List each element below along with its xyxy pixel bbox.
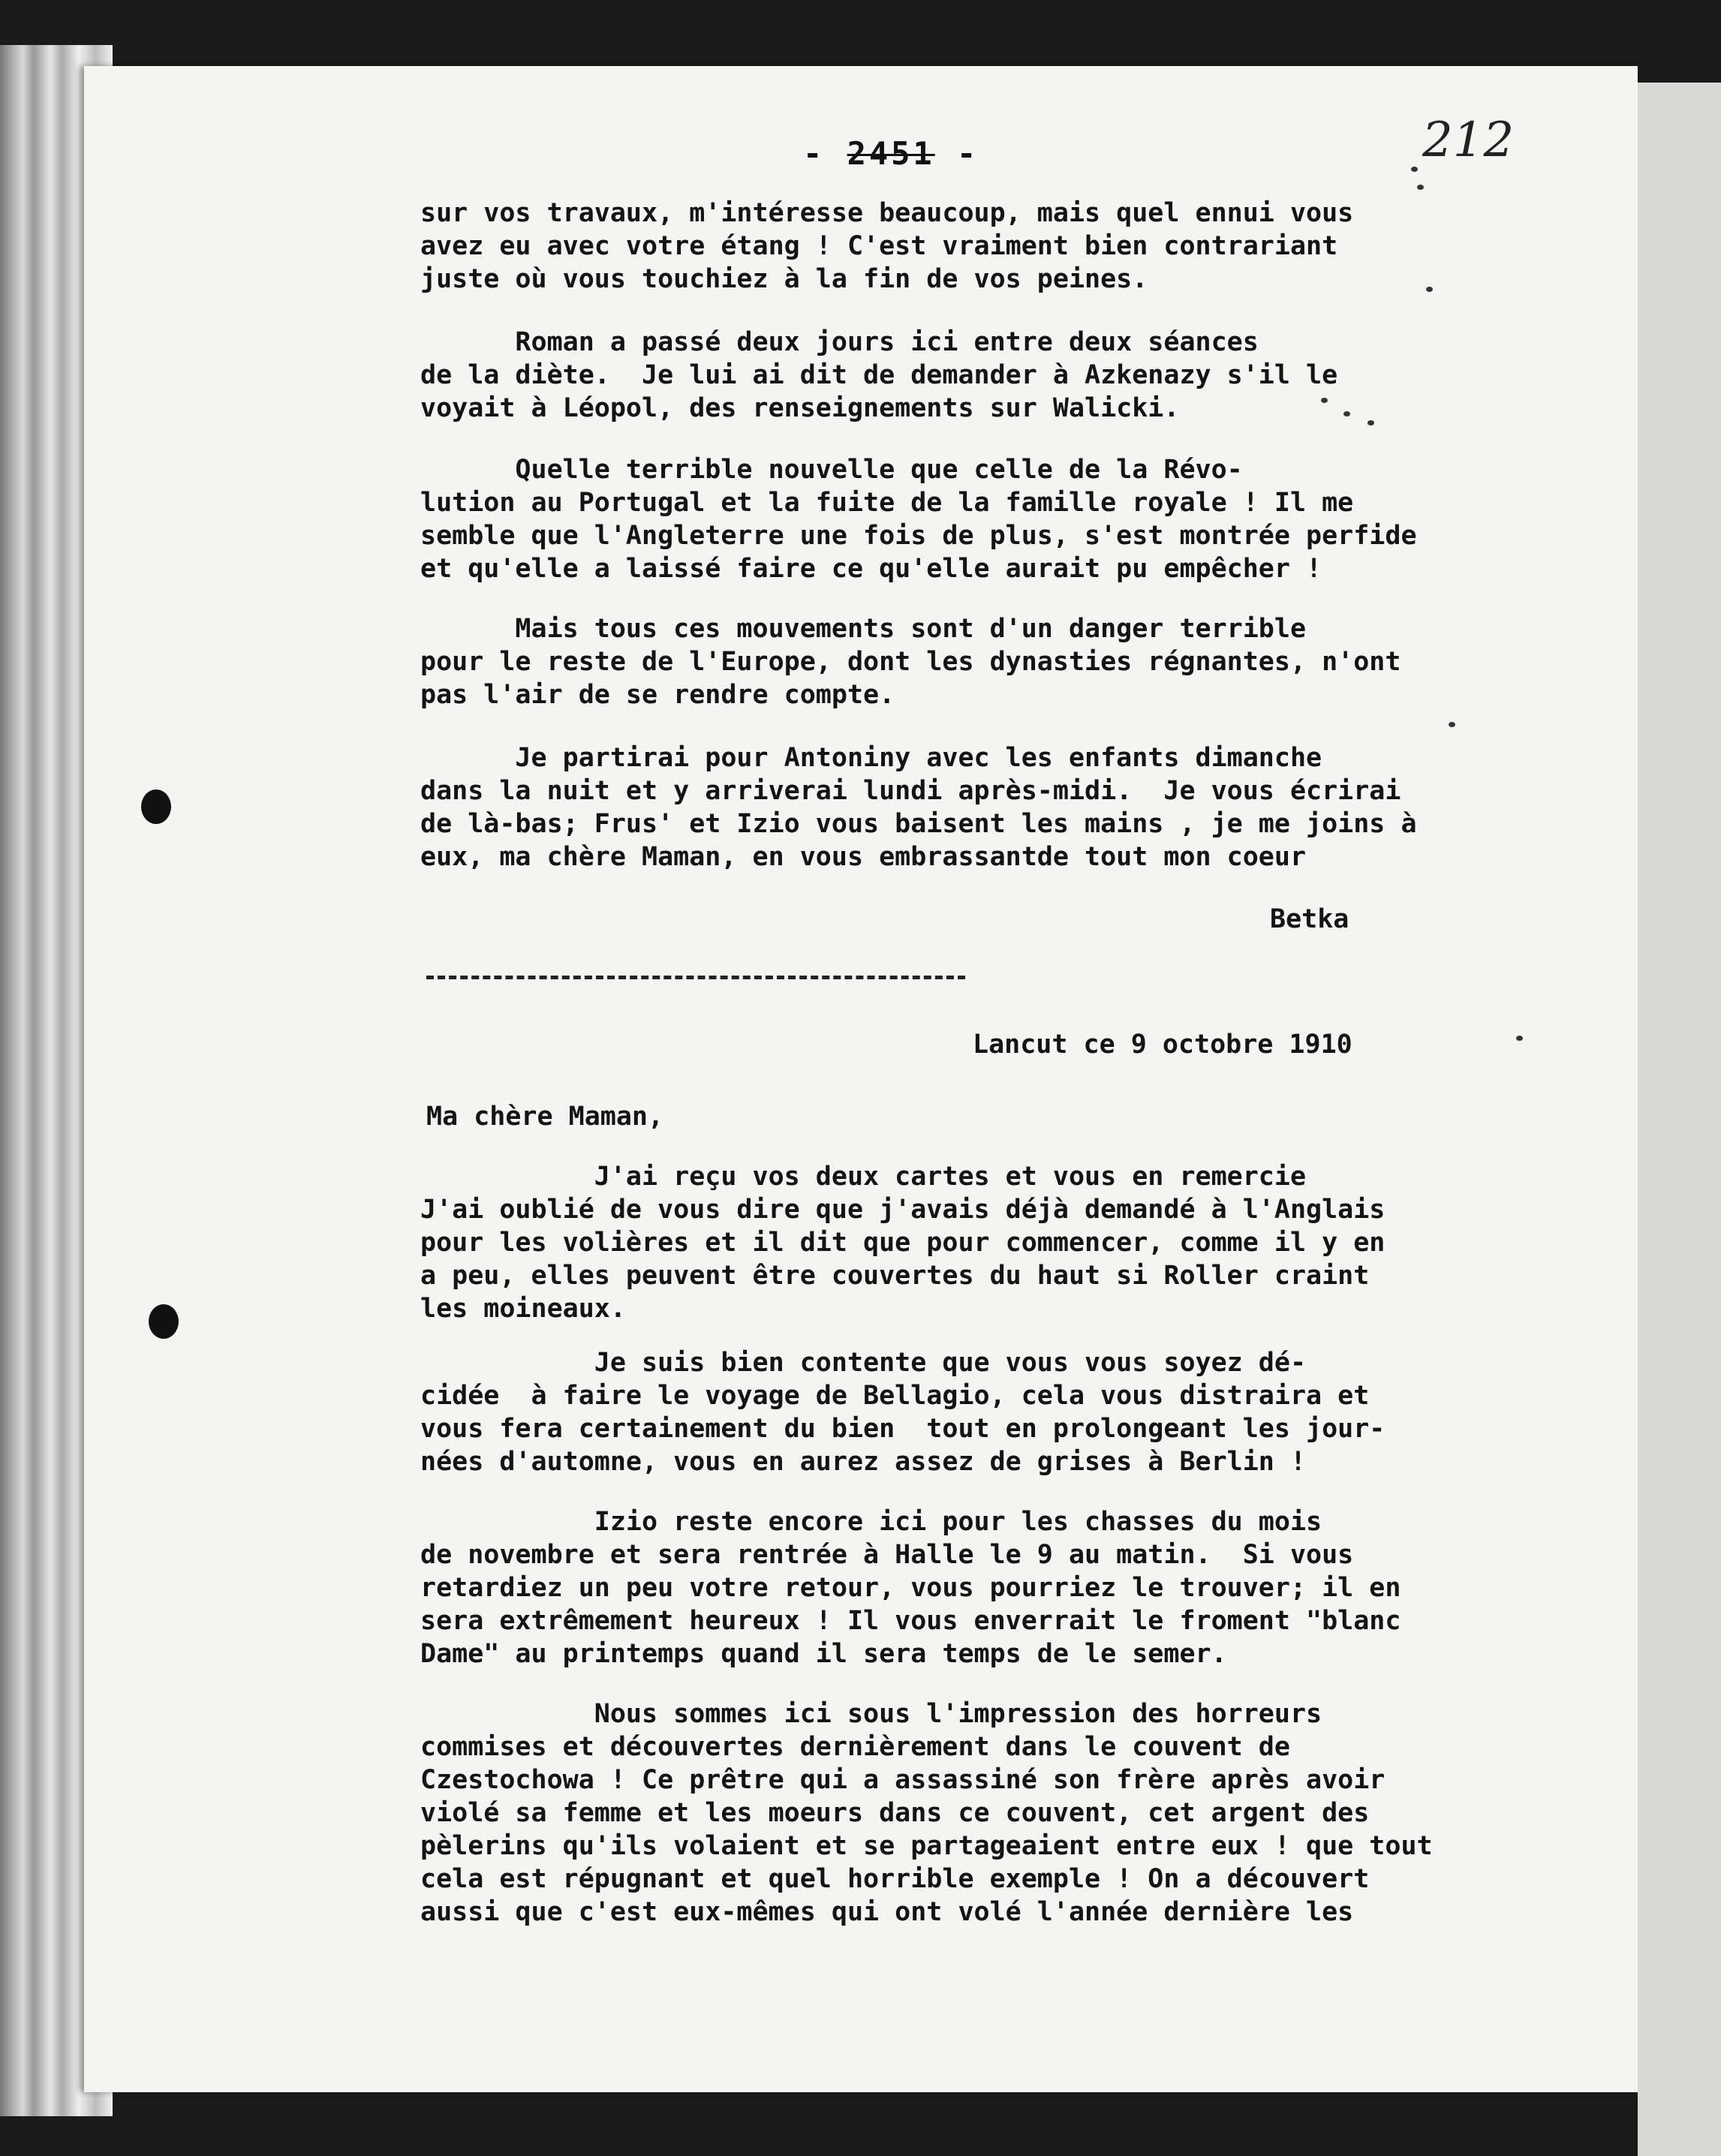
text-line: Je suis bien contente que vous vous soyez dé- <box>420 1348 1307 1378</box>
text-line: vous fera certainement du bien tout en prolongeant les jour- <box>420 1414 1386 1444</box>
ink-speck <box>1343 411 1350 416</box>
text-line: Izio reste encore ici pour les chasses du mois <box>420 1507 1322 1537</box>
letter2-salutation: Ma chère Maman, <box>426 1102 664 1132</box>
letter2-paragraph <box>420 1697 1636 1929</box>
letter1-paragraph <box>420 741 1636 874</box>
text-line: retardiez un peu votre retour, vous pourriez le trouver; il en <box>420 1573 1401 1603</box>
text-line: nées d'automne, vous en aurez assez de grises à Berlin ! <box>420 1447 1307 1477</box>
ink-speck <box>1321 398 1328 403</box>
text-line: juste où vous touchiez à la fin de vos peines. <box>420 264 1148 294</box>
page-number: - 2451 - <box>803 135 979 172</box>
signature-betka: Betka <box>1270 904 1349 934</box>
text-line: semble que l'Angleterre une fois de plus, s'est montrée perfide <box>420 521 1417 551</box>
letter1-paragraph <box>420 326 1636 425</box>
text-line: lution au Portugal et la fuite de la famille royale ! Il me <box>420 488 1354 518</box>
text-line: pour les volières et il dit que pour commencer, comme il y en <box>420 1228 1386 1258</box>
text-line: Mais tous ces mouvements sont d'un danger terrible <box>420 614 1307 644</box>
letter1-paragraph <box>420 453 1636 585</box>
text-line: pèlerins qu'ils volaient et se partageaient entre eux ! que tout <box>420 1831 1433 1861</box>
ink-speck <box>1367 420 1374 425</box>
struck-page-number: 2451 <box>847 135 935 172</box>
letter-separator <box>426 976 965 979</box>
text-line: de là-bas; Frus' et Izio vous baisent les mains , je me joins à <box>420 809 1417 839</box>
ink-speck <box>1417 185 1424 190</box>
text-line: cela est répugnant et quel horrible exemple ! On a découvert <box>420 1864 1370 1894</box>
text-line: Quelle terrible nouvelle que celle de la Révo- <box>420 455 1243 485</box>
ink-speck <box>1449 722 1455 727</box>
letter2-paragraph <box>420 1505 1636 1670</box>
text-line: avez eu avec votre étang ! C'est vraiment bien contrariant <box>420 231 1338 261</box>
letter1-paragraph <box>420 197 1636 296</box>
desk-surface <box>1638 83 1721 2156</box>
text-line: Dame" au printemps quand il sera temps de le semer. <box>420 1639 1227 1669</box>
text-line: et qu'elle a laissé faire ce qu'elle aurait pu empêcher ! <box>420 554 1322 584</box>
text-line: sur vos travaux, m'intéresse beaucoup, mais quel ennui vous <box>420 198 1354 228</box>
handwritten-folio-number: 212 <box>1422 113 1515 168</box>
text-line: dans la nuit et y arriverai lundi après-midi. Je vous écrirai <box>420 776 1401 806</box>
text-line: de la diète. Je lui ai dit de demander à Azkenazy s'il le <box>420 360 1338 390</box>
letter1-paragraph <box>420 612 1636 711</box>
letter2-paragraph <box>420 1160 1636 1325</box>
text-line: J'ai oublié de vous dire que j'avais déjà demandé à l'Anglais <box>420 1195 1386 1225</box>
ink-speck <box>1426 287 1433 292</box>
text-line: pour le reste de l'Europe, dont les dynasties régnantes, n'ont <box>420 647 1401 677</box>
text-line: J'ai reçu vos deux cartes et vous en remercie <box>420 1162 1307 1192</box>
text-line: Nous sommes ici sous l'impression des horreurs <box>420 1699 1322 1729</box>
text-line: Roman a passé deux jours ici entre deux séances <box>420 327 1259 357</box>
text-line: cidée à faire le voyage de Bellagio, cela vous distraira et <box>420 1381 1370 1411</box>
text-line: pas l'air de se rendre compte. <box>420 680 895 710</box>
text-line: Je partirai pour Antoniny avec les enfants dimanche <box>420 743 1322 773</box>
text-line: les moineaux. <box>420 1294 626 1324</box>
text-line: a peu, elles peuvent être couvertes du haut si Roller craint <box>420 1261 1370 1291</box>
ink-speck <box>1411 167 1418 172</box>
text-line: Czestochowa ! Ce prêtre qui a assassiné son frère après avoir <box>420 1765 1386 1795</box>
text-line: commises et découvertes dernièrement dans le couvent de <box>420 1732 1290 1762</box>
letter2-dateline: Lancut ce 9 octobre 1910 <box>973 1030 1352 1060</box>
ink-speck <box>1516 1036 1523 1041</box>
text-line: aussi que c'est eux-mêmes qui ont volé l'année dernière les <box>420 1897 1354 1927</box>
text-line: de novembre et sera rentrée à Halle le 9 au matin. Si vous <box>420 1540 1354 1570</box>
letter2-paragraph <box>420 1346 1636 1478</box>
text-line: sera extrêmement heureux ! Il vous enverrait le froment "blanc <box>420 1606 1401 1636</box>
text-line: voyait à Léopol, des renseignements sur Walicki. <box>420 393 1180 423</box>
text-line: eux, ma chère Maman, en vous embrassantde tout mon coeur <box>420 842 1307 872</box>
punch-hole <box>141 789 171 824</box>
text-line: violé sa femme et les moeurs dans ce couvent, cet argent des <box>420 1798 1370 1828</box>
punch-hole <box>149 1304 179 1339</box>
